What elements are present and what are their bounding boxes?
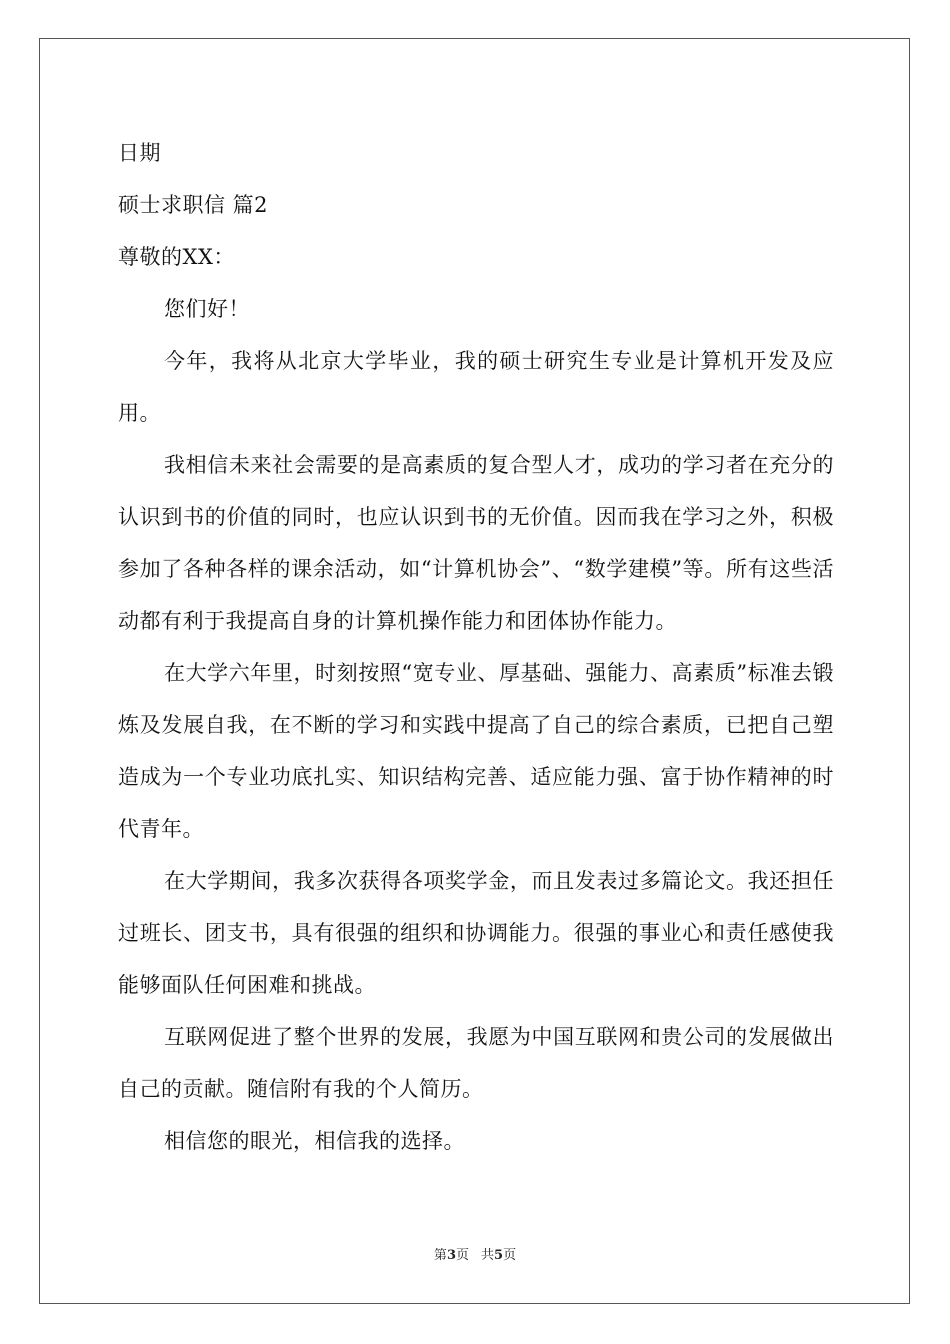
letter-body [118, 127, 834, 1167]
paragraph-achievements: 在大学期间，我多次获得各项奖学金，而且发表过多篇论文。我还担任过班长、团支书，具有很强的组织和协调能力。很强的事业心和责任感使我能够面队任何困难和挑战。 [118, 869, 834, 997]
paragraph-activities: 我相信未来社会需要的是高素质的复合型人才，成功的学习者在充分的认识到书的价值的同时，也应认识到书的无价值。因而我在学习之外，积极参加了各种各样的课余活动，如“计算机协会”、“数学建模”等。所有这些活动都有利于我提高自身的计算机操作能力和团体协作能力。 [118, 453, 834, 633]
paragraph-graduation: 今年，我将从北京大学毕业，我的硕士研究生专业是计算机开发及应用。 [118, 349, 834, 425]
paragraph-closing: 相信您的眼光，相信我的选择。 [164, 1129, 465, 1153]
greeting: 您们好！ [164, 297, 250, 321]
paragraph-internet: 互联网促进了整个世界的发展，我愿为中国互联网和贵公司的发展做出自己的贡献。随信附有我的个人简历。 [118, 1025, 834, 1101]
date-label: 日期 [118, 141, 161, 165]
salutation: 尊敬的XX： [118, 245, 235, 269]
paragraph-university-years: 在大学六年里，时刻按照“宽专业、厚基础、强能力、高素质”标准去锻炼及发展自我，在不断的学习和实践中提高了自己的综合素质，已把自己塑造成为一个专业功底扎实、知识结构完善、适应能力强、富于协作精神的时代青年。 [118, 661, 834, 841]
total-prefix: 共 [481, 1248, 495, 1263]
page-prefix: 第 [433, 1248, 447, 1263]
total-suffix: 页 [503, 1248, 517, 1263]
page-total: 5 [494, 1248, 504, 1263]
page-footer [0, 1246, 950, 1266]
letter-title: 硕士求职信 篇2 [118, 193, 269, 217]
page-current: 3 [446, 1248, 456, 1263]
page-suffix: 页 [455, 1248, 469, 1263]
